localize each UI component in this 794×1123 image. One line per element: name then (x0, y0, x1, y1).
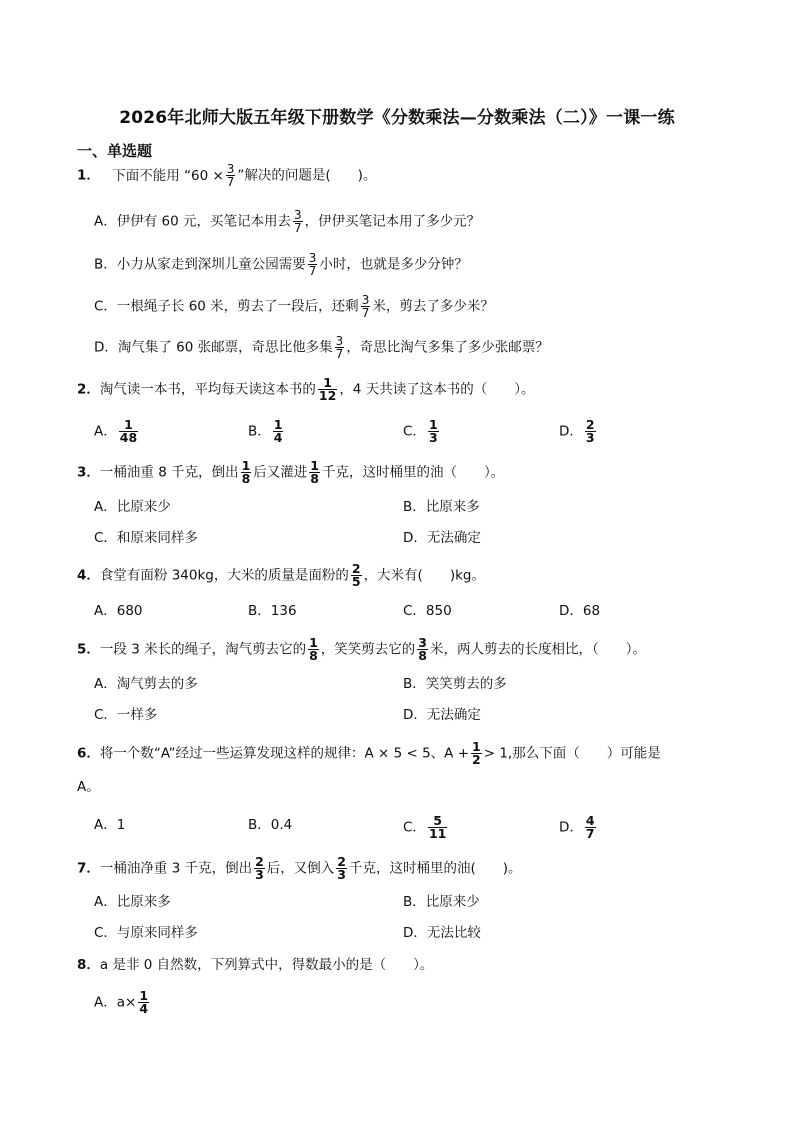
question-text: ，4 天共读了这本书的（ ）。 (339, 381, 535, 398)
option-b[interactable]: B．0.4 (248, 817, 293, 833)
option-b[interactable]: B．比原来少 (403, 894, 480, 910)
question-number: 2． (77, 381, 100, 398)
option-a[interactable]: A．比原来多 (94, 894, 171, 910)
question-text: 下面不能用 “60 × (112, 167, 224, 184)
question-2 (77, 377, 534, 402)
question-4: 4．食堂有面粉 340kg，大米的质量是面粉的 $\frac{2}{5}$ ，大米有( )kg。 (77, 561, 485, 589)
fraction: $\frac{3}{7}$ (226, 162, 235, 189)
question-number: 8． (77, 957, 100, 973)
fraction: $\frac{2}{3}$ (255, 854, 264, 882)
option-c[interactable]: C． $\frac{1}{3}$ (403, 417, 438, 445)
option-c[interactable]: C．和原来同样多 (94, 530, 198, 546)
section-heading: 一、单选题 (77, 142, 153, 160)
question-number: 1． (77, 167, 100, 184)
question-number: 4． (77, 567, 100, 584)
question-text: 淘气读一本书，平均每天读这本书的 (99, 381, 316, 398)
question-7: 7．一桶油净重 3 千克，倒出 $\frac{2}{3}$ 后，又倒入 $\frac{2}{3}$ 千克，这时桶里的油( )。 (77, 854, 522, 882)
option-d[interactable]: D．无法比较 (403, 925, 481, 941)
option-a[interactable]: A．1 (94, 817, 126, 833)
fraction: $\frac{2}{3}$ (585, 417, 595, 445)
question-6: 6．将一个数“A”经过一些运算发现这样的规律：A × 5 < 5、A + $\frac{1}{2}$ > 1,那么下面（ ）可能是 (77, 739, 661, 767)
question-number: 7． (77, 860, 100, 877)
question-6-continued: A。 (77, 779, 100, 795)
option-b[interactable]: B．比原来多 (403, 499, 480, 515)
option-a[interactable]: A．680 (94, 603, 143, 619)
fraction: $\frac{1}{3}$ (428, 417, 438, 445)
fraction: $\frac{3}{7}$ (361, 293, 370, 320)
fraction: $\frac{2}{3}$ (337, 854, 346, 882)
fraction: $\frac{3}{7}$ (308, 251, 317, 278)
fraction: $\frac{1}{4}$ (139, 988, 149, 1016)
option-d[interactable]: D．无法确定 (403, 530, 481, 546)
option-d[interactable]: D．淘气集了 60 张邮票，奇思比他多集 $\frac{3}{7}$ ，奇思比淘气多集了多少张邮票？ (94, 334, 549, 361)
fraction: $\frac{4}{7}$ (585, 813, 595, 841)
option-b[interactable]: B． $\frac{1}{4}$ (248, 417, 283, 445)
fraction: $\frac{1}{8}$ (309, 635, 318, 663)
question-1 (77, 163, 376, 188)
option-a[interactable]: A．淘气剪去的多 (94, 676, 198, 692)
question-number: 3． (77, 464, 100, 481)
fraction: $\frac{3}{7}$ (294, 208, 302, 235)
fraction: $\frac{1}{8}$ (310, 458, 319, 486)
option-a[interactable]: A．伊伊有 60 元，买笔记本用去 $\frac{3}{7}$ ，伊伊买笔记本用了多少元？ (94, 208, 481, 235)
fraction: $\frac{1}{12}$ (318, 375, 337, 403)
option-d[interactable]: D．无法确定 (403, 707, 481, 723)
fraction: $\frac{1}{48}$ (119, 417, 138, 445)
option-d[interactable]: D． $\frac{4}{7}$ (559, 813, 595, 841)
fraction: $\frac{1}{8}$ (241, 458, 251, 486)
option-d[interactable]: D． $\frac{2}{3}$ (559, 417, 595, 445)
fraction: $\frac{3}{8}$ (418, 635, 427, 663)
option-c[interactable]: C．850 (403, 603, 452, 619)
question-5: 5．一段 3 米长的绳子，淘气剪去它的 $\frac{1}{8}$ ，笑笑剪去它的 $\frac{3}{8}$ 米，两人剪去的长度相比，（ ）。 (77, 635, 646, 663)
question-number: 6． (77, 745, 100, 762)
page-title: 2026年北师大版五年级下册数学《分数乘法—分数乘法（二）》一课一练 (119, 108, 675, 128)
question-8: 8．a 是非 0 自然数，下列算式中，得数最小的是（ ）。 (77, 957, 434, 973)
fraction: $\frac{2}{5}$ (351, 561, 361, 589)
fraction: $\frac{5}{11}$ (428, 813, 447, 841)
option-b[interactable]: B．小力从家走到深圳儿童公园需要 $\frac{3}{7}$ 小时，也就是多少分钟？ (94, 251, 468, 278)
fraction: $\frac{1}{2}$ (472, 739, 481, 767)
option-a[interactable]: A．比原来少 (94, 499, 171, 515)
fraction: $\frac{1}{4}$ (273, 417, 283, 445)
fraction: $\frac{3}{7}$ (335, 334, 344, 361)
option-a[interactable]: A． $\frac{1}{48}$ (94, 417, 138, 445)
option-c[interactable]: C．与原来同样多 (94, 925, 198, 941)
option-b[interactable]: B．136 (248, 603, 297, 619)
option-c[interactable]: C．一样多 (94, 707, 158, 723)
option-b[interactable]: B．笑笑剪去的多 (403, 676, 507, 692)
option-a[interactable]: A．a× $\frac{1}{4}$ (94, 988, 149, 1016)
question-number: 5． (77, 641, 100, 658)
question-3: 3．一桶油重 8 千克，倒出 $\frac{1}{8}$ 后又灌进 $\frac{1}{8}$ 千克，这时桶里的油（ ）。 (77, 458, 505, 486)
question-text: ”解决的问题是( )。 (237, 167, 377, 184)
option-d[interactable]: D．68 (559, 603, 601, 619)
option-c[interactable]: C． $\frac{5}{11}$ (403, 813, 447, 841)
option-c[interactable]: C．一根绳子长 60 米，剪去了一段后，还剩 $\frac{3}{7}$ 米，剪去了多少米？ (94, 293, 494, 320)
